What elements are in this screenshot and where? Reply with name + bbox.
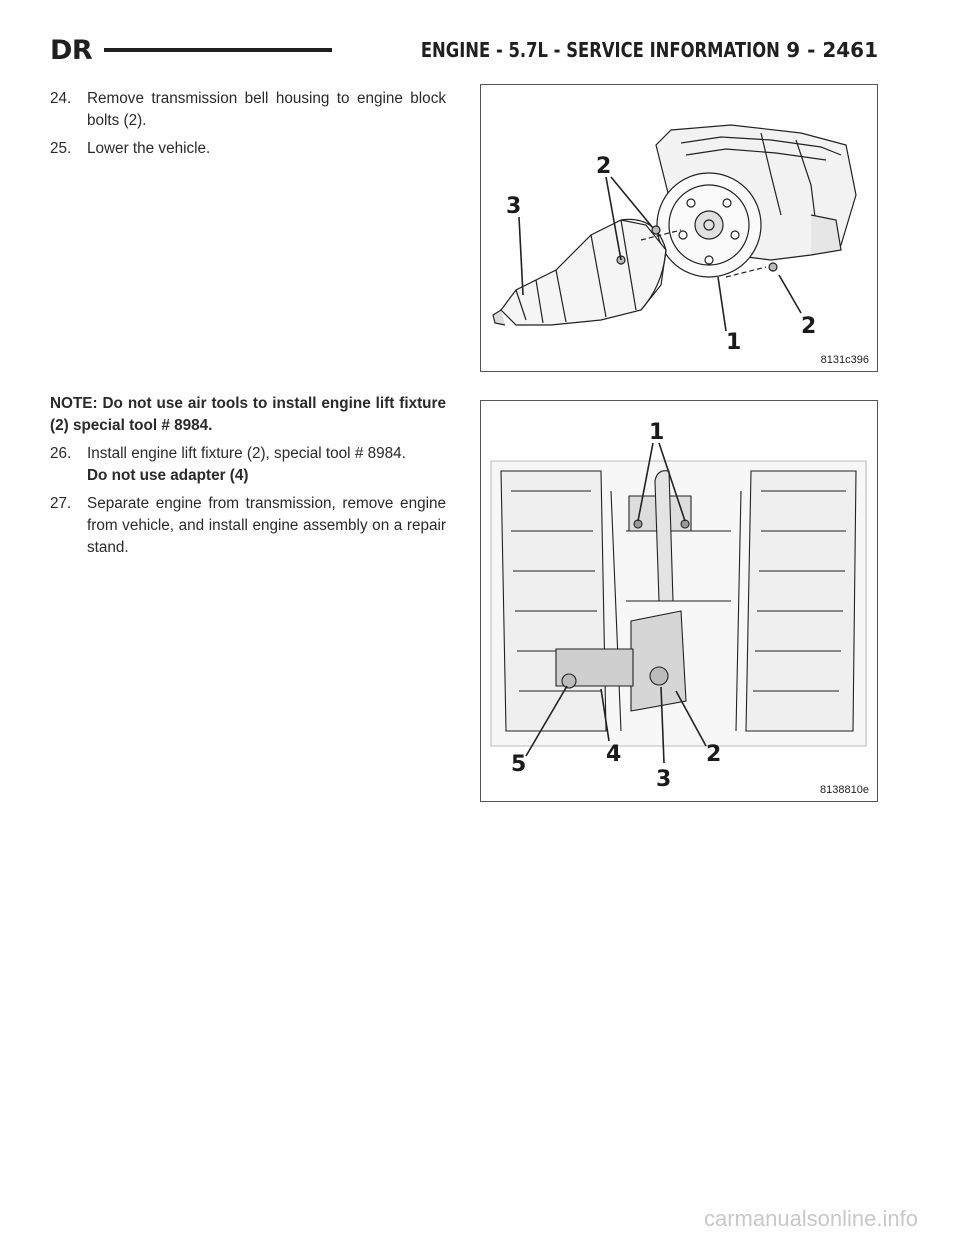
step-text-warning: Do not use adapter (4): [87, 467, 249, 484]
step-24: [50, 88, 446, 132]
callout-1: 1: [726, 330, 742, 355]
step-text: Lower the vehicle.: [87, 140, 211, 157]
figure-id: 8138810e: [820, 784, 869, 796]
callout-1: 1: [649, 420, 665, 445]
caution-note: NOTE: Do not use air tools to install engine lift fixture (2) special tool # 8984.: [50, 395, 446, 434]
figure-engine-lift-fixture: [480, 400, 878, 802]
header-page-number: 9 - 2461: [786, 38, 878, 62]
figure-id: 8131c396: [820, 354, 869, 366]
steps-group-a: [50, 88, 446, 166]
watermark: carmanualsonline.info: [703, 1206, 918, 1231]
steps-group-b: [50, 393, 446, 565]
step-27: [50, 493, 446, 559]
callout-2-lower: 2: [801, 314, 817, 339]
step-text: Separate engine from transmission, remove engine from vehicle, and install engine assembly on a repair stand.: [87, 495, 446, 556]
header-section-code: DR: [50, 34, 93, 66]
step-25: [50, 138, 446, 160]
header-title: ENGINE - 5.7L - SERVICE INFORMATION: [421, 38, 781, 62]
step-text-main: Install engine lift fixture (2), special tool # 8984.: [87, 445, 406, 462]
step-text: [87, 443, 446, 487]
callout-4: 4: [606, 742, 622, 767]
lift-fixture-illustration: [481, 401, 877, 801]
step-text: Remove transmission bell housing to engine block bolts (2).: [87, 90, 446, 129]
step-number: 27.: [50, 495, 72, 512]
callout-2-upper: 2: [596, 154, 612, 179]
figure-bell-housing: [480, 84, 878, 372]
header-rule: [104, 48, 332, 52]
callout-3: 3: [656, 767, 672, 792]
bell-housing-illustration: [481, 85, 877, 371]
page-header: [50, 34, 878, 66]
callout-5: 5: [511, 752, 527, 777]
callout-2: 2: [706, 742, 722, 767]
step-number: 26.: [50, 445, 72, 462]
step-number: 24.: [50, 90, 72, 107]
callout-3: 3: [506, 194, 522, 219]
step-number: 25.: [50, 140, 72, 157]
step-26: [50, 443, 446, 487]
